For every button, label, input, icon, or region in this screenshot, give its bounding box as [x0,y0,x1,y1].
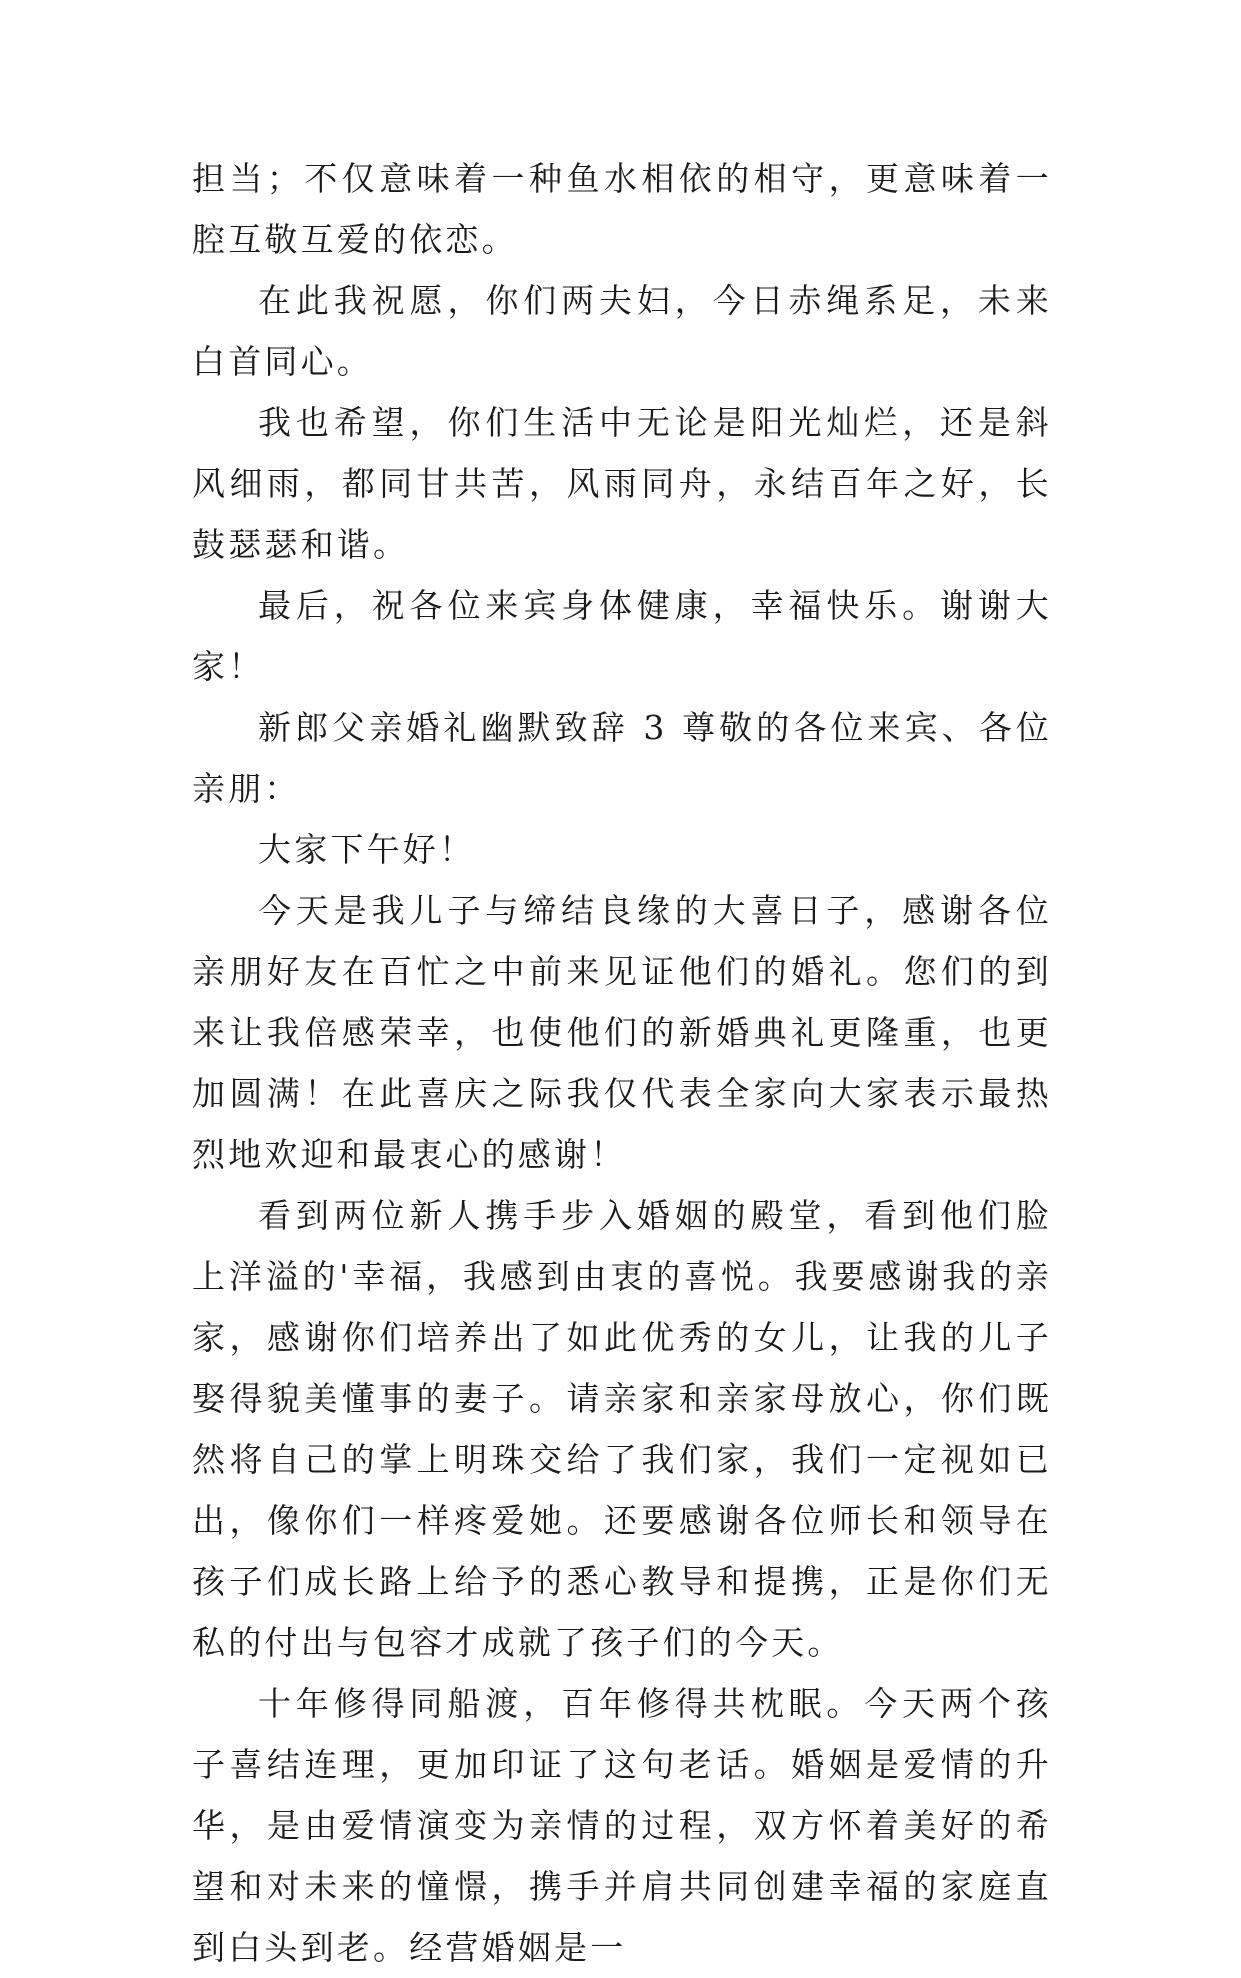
greeting: 大家下午好！ [258,830,476,869]
document-body [192,148,1052,1978]
paragraph-hope: 我也希望，你们生活中无论是阳光灿烂，还是斜风细雨，都同甘共苦，风雨同舟，永结百年之好，长鼓瑟瑟和谐。 [192,403,1052,564]
paragraph-thanks: 看到两位新人携手步入婚姻的殿堂，看到他们脸上洋溢的'幸福，我感到由衷的喜悦。我要感谢我的亲家，感谢你们培养出了如此优秀的女儿，让我的儿子娶得貌美懂事的妻子。请亲家和亲家母放心，你们既然将自己的掌上明珠交给了我们家，我们一定视如已出，像你们一样疼爱她。还要感谢各位师长和领导在孩子们成长路上给予的悉心教导和提携，正是你们无私的付出与包容才成就了孩子们的今天。 [192,1196,1052,1662]
paragraph-wish: 在此我祝愿，你们两夫妇，今日赤绳系足，未来白首同心。 [192,281,1052,381]
paragraph-marriage: 十年修得同船渡，百年修得共枕眠。今天两个孩子喜结连理，更加印证了这句老话。婚姻是爱情的升华，是由爱情演变为亲情的过程，双方怀着美好的希望和对未来的憧憬，携手并肩共同创建幸福的家庭直到白头到老。经营婚姻是一 [192,1684,1052,1967]
paragraph-closing: 最后，祝各位来宾身体健康，幸福快乐。谢谢大家！ [192,586,1052,686]
speech-heading: 新郎父亲婚礼幽默致辞 3 尊敬的各位来宾、各位亲朋： [192,708,1052,808]
paragraph-continued: 担当；不仅意味着一种鱼水相依的相守，更意味着一腔互敬互爱的依恋。 [192,159,1052,259]
paragraph-today: 今天是我儿子与缔结良缘的大喜日子，感谢各位亲朋好友在百忙之中前来见证他们的婚礼。您们的到来让我倍感荣幸，也使他们的新婚典礼更隆重，也更加圆满！在此喜庆之际我仅代表全家向大家表示最热烈地欢迎和最衷心的感谢！ [192,891,1052,1174]
